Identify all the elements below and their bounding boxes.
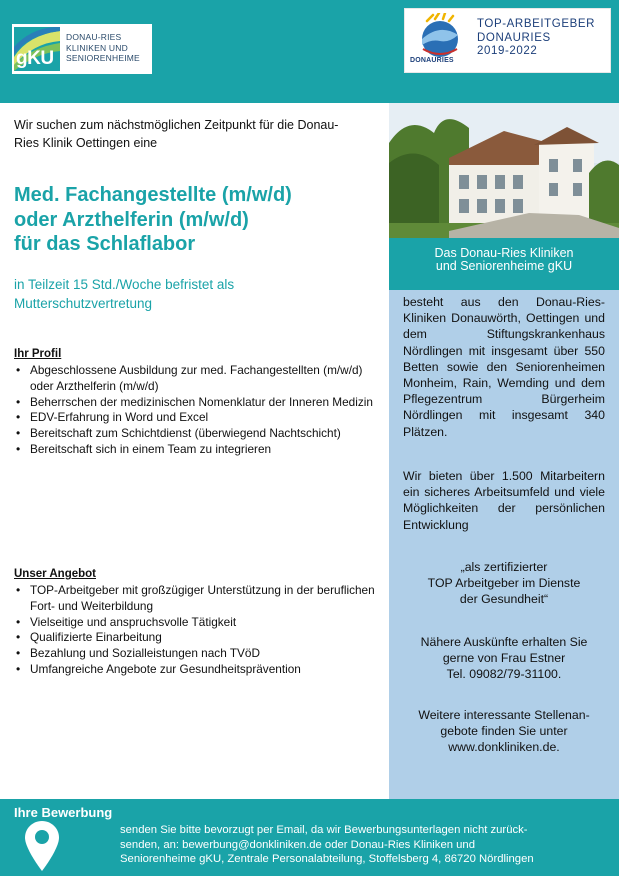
top-employer-badge: [404, 8, 611, 73]
sidebar-title: [389, 247, 619, 273]
top-badge-line: DONAURIES: [477, 31, 551, 44]
top-badge-text: [477, 18, 595, 59]
location-pin-icon: [25, 821, 59, 871]
sidebar-title-line: Das Donau-Ries Kliniken: [434, 246, 574, 260]
gku-name-line: KLINIKEN UND: [66, 42, 128, 53]
top-badge-line: TOP-ARBEITGEBER: [477, 18, 596, 30]
application-text-line: Seniorenheime gKU, Zentrale Personalabteilung, Stoffelsberg 4, 86720 Nördlingen: [120, 853, 534, 865]
clinic-photo: [389, 103, 619, 238]
job-subtitle-line: in Teilzeit 15 Std./Woche befristet als: [14, 277, 235, 292]
header-band: [0, 0, 619, 103]
application-text: [120, 823, 590, 867]
gku-name-line: SENIORENHEIME: [66, 53, 140, 63]
sidebar-contact-line: gerne von Frau Estner: [442, 651, 566, 666]
sidebar-title-band: [389, 238, 619, 290]
top-badge-label: DONAURIES: [410, 57, 454, 64]
offer-item: • Qualifizierte Einarbeitung: [14, 630, 379, 646]
profile-item: • Abgeschlossene Ausbildung zur med. Fachangestellten (m/w/d) oder Arzthelferin (m/w/d): [14, 363, 379, 395]
offer-item: • TOP-Arbeitgeber mit großzügiger Unterstützung in der beruflichen Fort- und Weiterbildung: [14, 583, 379, 615]
sidebar-quote: [403, 559, 605, 608]
gku-letters: gKU: [16, 48, 54, 69]
job-title-line: Med. Fachangestellte (m/w/d): [14, 184, 292, 206]
application-text-line: senden, an: bewerbung@donkliniken.de oder Donau-Ries Kliniken und: [120, 838, 476, 851]
sidebar-about: besteht aus den Donau-Ries-Kliniken Donauwörth, Oettingen und dem Stiftungskrankenhaus Nördlingen mit insgesamt über 550 Betten sowie den Seniorenheimen Monheim, Rain, Wemding und dem Pflegezentrum Bürgerheim Nördlingen mit insgesamt 340 Plätzen.: [403, 295, 605, 439]
sidebar-offer-text: Wir bieten über 1.500 Mitarbeitern ein sicheres Arbeitsumfeld und viele Möglichkeiten der persönlichen Entwicklung: [403, 469, 605, 532]
profile-heading: Ihr Profil: [14, 348, 62, 360]
offer-item: • Bezahlung und Sozialleistungen nach TVöD: [14, 646, 379, 662]
sidebar-panel: [389, 290, 619, 799]
application-heading: Ihre Bewerbung: [14, 805, 113, 820]
offer-item: • Vielseitige und anspruchsvolle Tätigkeit: [14, 615, 379, 631]
offer-heading: Unser Angebot: [14, 568, 96, 580]
sidebar-quote-line: „als zertifizierter: [460, 560, 548, 574]
sidebar-more-jobs: [403, 707, 605, 756]
application-text-line: senden Sie bitte bevorzugt per Email, da wir Bewerbungsunterlagen nicht zurück-: [120, 824, 528, 836]
gku-logo: [12, 24, 152, 74]
sidebar-more-link[interactable]: www.donkliniken.de.: [448, 740, 560, 755]
sidebar-more-line: gebote finden Sie unter: [440, 724, 568, 739]
footer-band: [0, 799, 619, 876]
sidebar-quote-line: der Gesundheit“: [459, 592, 549, 607]
offer-item: • Umfangreiche Angebote zur Gesundheitsprävention: [14, 662, 379, 678]
job-title-line: oder Arzthelferin (m/w/d): [14, 208, 249, 231]
top-badge-line: 2019-2022: [477, 45, 538, 57]
profile-list: [14, 363, 379, 458]
intro-text: Wir suchen zum nächstmöglichen Zeitpunkt für die Donau-Ries Klinik Oettingen eine: [14, 118, 339, 150]
job-subtitle: [14, 275, 384, 313]
sidebar-quote-line: TOP Arbeitgeber im Dienste: [427, 576, 581, 591]
clinic-building-image: [389, 103, 619, 238]
sidebar-title-line: und Seniorenheime gKU: [435, 259, 573, 273]
job-title-line: für das Schlaflabor: [14, 233, 196, 255]
profile-item: • EDV-Erfahrung in Word und Excel: [14, 410, 379, 426]
job-title: [14, 183, 384, 257]
profile-item: • Bereitschaft sich in einem Team zu integrieren: [14, 442, 379, 458]
profile-item: • Beherrschen der medizinischen Nomenklatur der Inneren Medizin: [14, 395, 379, 411]
sidebar-contact: [403, 634, 605, 683]
gku-name: [66, 32, 140, 64]
job-subtitle-line: Mutterschutzvertretung: [14, 296, 153, 311]
gku-name-line: DONAU-RIES: [66, 32, 122, 42]
sidebar-contact-line: Nähere Auskünfte erhalten Sie: [420, 635, 588, 649]
offer-list: [14, 583, 379, 678]
sidebar-more-line: Weitere interessante Stellenan-: [418, 708, 590, 722]
sidebar-contact-line: Tel. 09082/79-31100.: [446, 667, 562, 682]
profile-item: • Bereitschaft zum Schichtdienst (überwiegend Nachtschicht): [14, 426, 379, 442]
